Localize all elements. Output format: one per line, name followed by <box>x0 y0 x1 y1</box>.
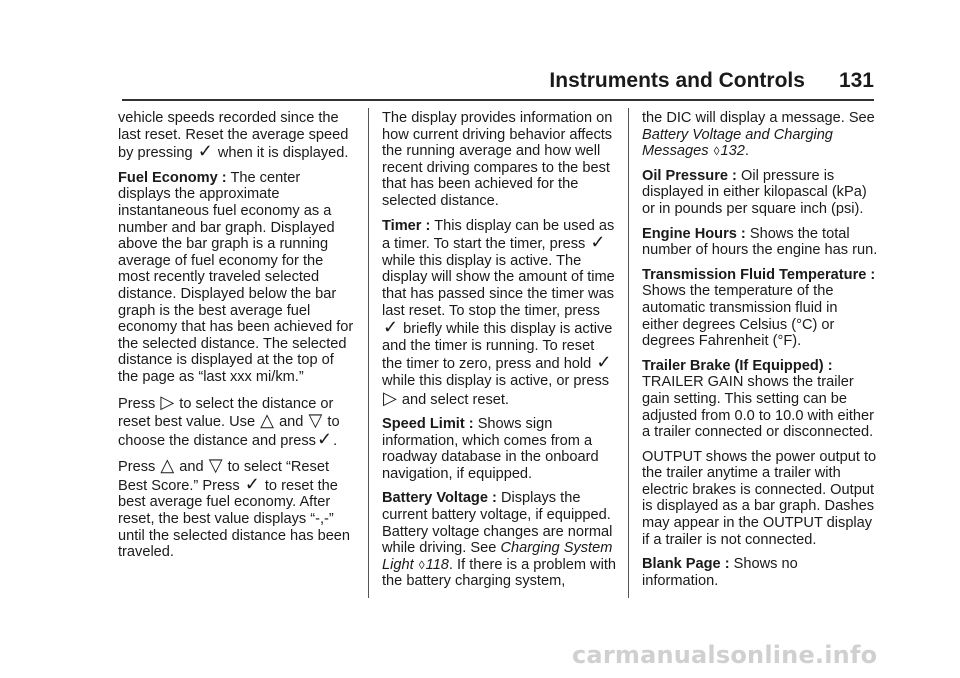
text: . <box>744 143 749 160</box>
term: Fuel Economy : <box>118 169 227 186</box>
paragraph-trailer-brake <box>642 358 878 441</box>
down-arrow-icon: ▽ <box>208 455 223 476</box>
text: to select the distance or reset best value. Use <box>118 395 334 431</box>
cross-reference[interactable]: Battery Voltage and Charging Messages <box>642 126 833 160</box>
text: to choose the distance and press <box>118 414 340 449</box>
text: Shows the total number of hours the engine has run. <box>642 225 878 259</box>
text: Oil pressure is displayed in either kilopascal (kPa) or in pounds per square inch (psi). <box>642 167 867 217</box>
text: . <box>333 432 338 449</box>
paragraph-speed-limit <box>382 416 618 482</box>
text: when it is displayed. <box>217 145 349 162</box>
cross-reference[interactable]: Charging System Light <box>382 540 613 573</box>
cross-reference-page[interactable]: 132 <box>720 143 745 160</box>
term: Speed Limit : <box>382 416 474 433</box>
text: This display can be used as a timer. To start the timer, press <box>382 217 615 253</box>
right-arrow-icon: ▷ <box>160 391 175 412</box>
paragraph-fuel-economy <box>118 170 354 386</box>
header-rule <box>122 99 874 101</box>
text: to reset the best average fuel economy. After reset, the best value displays “-,-” until the selected distance has been traveled. <box>118 477 351 561</box>
paragraph: The display provides information on how current driving behavior affects the running average and how well recent driving compares to the best that has been achieved for the selected distance. <box>382 110 613 209</box>
column-middle <box>382 110 618 598</box>
text: while this display is active. The display will show the amount of time that has passed since the timer was last reset. To stop the timer, press <box>382 252 615 319</box>
column-divider <box>368 108 369 598</box>
section-title: Instruments and Controls <box>549 69 805 92</box>
term: Engine Hours : <box>642 225 746 242</box>
watermark: carmanualsonline.info <box>572 641 878 669</box>
text: the DIC will display a message. See <box>642 110 875 126</box>
term: Trailer Brake (If Equipped) : <box>642 357 833 374</box>
paragraph-engine-hours <box>642 226 878 259</box>
text: vehicle speeds recorded since the last reset. Reset the average speed by pressing <box>118 110 349 162</box>
term: Blank Page : <box>642 556 730 573</box>
paragraph-oil-pressure <box>642 168 878 218</box>
text: Press <box>118 395 156 412</box>
term: Battery Voltage : <box>382 490 497 507</box>
text: Shows the temperature of the automatic transmission fluid in either degrees Celsius (°C) or degrees Fahrenheit (°F). <box>642 283 838 350</box>
paragraph <box>118 110 354 162</box>
term: Oil Pressure : <box>642 167 737 184</box>
check-icon: ✓ <box>197 141 213 162</box>
page-reference-icon: ◊ <box>713 144 720 159</box>
check-icon: ✓ <box>596 352 612 373</box>
paragraph <box>642 110 878 160</box>
paragraph <box>118 457 354 561</box>
text: briefly while this display is active and the timer is running. To reset the timer to zero, press and hold <box>382 321 613 373</box>
text: Shows sign information, which comes from a roadway database in the onboard navigation, if equipped. <box>382 416 599 482</box>
text: and select reset. <box>401 391 509 408</box>
term: Timer : <box>382 217 431 234</box>
paragraph-timer <box>382 218 618 409</box>
text: and <box>179 459 204 476</box>
text: and <box>279 414 304 431</box>
page-number: 131 <box>838 69 874 92</box>
cross-reference-page[interactable]: 118 <box>425 556 449 573</box>
down-arrow-icon: ▽ <box>308 410 323 431</box>
check-icon: ✓ <box>590 232 606 253</box>
page-reference-icon: ◊ <box>418 557 425 572</box>
up-arrow-icon: △ <box>160 455 175 476</box>
text: to select “Reset Best Score.” Press <box>118 459 329 494</box>
term: Transmission Fluid Temperature : <box>642 266 876 283</box>
paragraph-output: OUTPUT shows the power output to the trailer anytime a trailer with electric brakes is connected. Output is displayed as a bar graph. Dashes may appear in the OUTPUT display if a trailer is not connected. <box>642 448 877 548</box>
right-arrow-icon: ▷ <box>383 387 397 408</box>
text: The center displays the approximate instantaneous fuel economy as a number and bar graph. Displayed above the bar graph is a running average of fuel economy for the most recently traveled selected distance. Displayed below the bar graph is the best average fuel economy that has been achieved for the selected distance. The selected distance is displayed at the top of the page as “last xxx mi/km.” <box>118 169 354 385</box>
text: while this display is active, or press <box>382 372 610 389</box>
paragraph-blank-page <box>642 556 878 589</box>
check-icon: ✓ <box>244 473 260 494</box>
column-right <box>642 110 878 597</box>
column-left <box>118 110 354 569</box>
page-header <box>122 66 874 96</box>
paragraph <box>118 391 354 450</box>
text: Shows no information. <box>642 556 798 589</box>
paragraph-battery-voltage <box>382 490 618 590</box>
check-icon: ✓ <box>383 317 399 338</box>
text: TRAILER GAIN shows the trailer gain setting. This setting can be adjusted from 0.0 to 10.0 with either a trailer connected or disconnected. <box>642 374 875 441</box>
text: . If there is a problem with the battery charging system, <box>382 556 617 590</box>
paragraph-transmission-fluid <box>642 267 878 350</box>
text: Press <box>118 459 156 476</box>
column-divider <box>628 108 629 598</box>
up-arrow-icon: △ <box>260 410 274 431</box>
text: Displays the current battery voltage, if equipped. Battery voltage changes are normal while driving. See <box>382 490 613 557</box>
check-icon: ✓ <box>316 428 333 449</box>
